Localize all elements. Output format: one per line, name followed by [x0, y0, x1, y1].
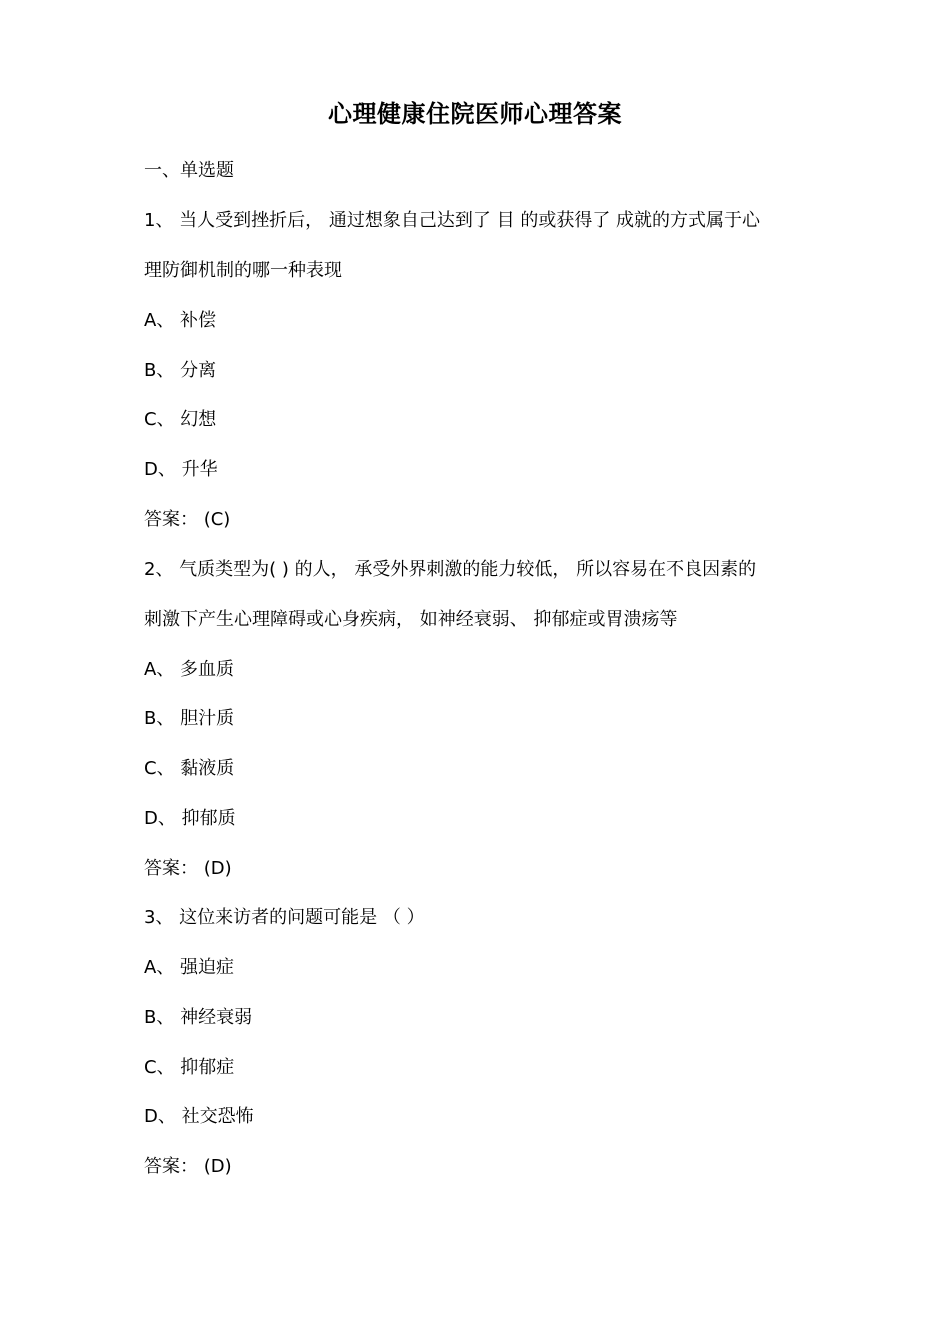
question-1-option-c: C、 幻想	[144, 409, 217, 430]
question-2-option-c: C、 黏液质	[144, 758, 235, 779]
question-1-stem-line-1: 1、 当人受到挫折后， 通过想象自己达到了 目 的或获得了 成就的方式属于心	[144, 210, 761, 231]
question-2-option-a: A、 多血质	[144, 659, 235, 680]
section-heading: 一、单选题	[144, 160, 234, 181]
question-1-option-b: B、 分离	[144, 360, 217, 381]
question-2-option-d: D、 抑郁质	[144, 808, 236, 829]
question-3-stem-line-1: 3、 这位来访者的问题可能是 （ ）	[144, 907, 425, 928]
question-3-option-a: A、 强迫症	[144, 957, 235, 978]
question-2-option-b: B、 胆汁质	[144, 708, 235, 729]
question-2-stem-line-1: 2、 气质类型为( ) 的人， 承受外界刺激的能力较低， 所以容易在不良因素的	[144, 559, 757, 580]
question-1-answer: 答案： (C)	[144, 509, 231, 530]
question-3-answer: 答案： (D)	[144, 1156, 232, 1177]
question-3-option-b: B、 神经衰弱	[144, 1007, 253, 1028]
question-2-answer: 答案： (D)	[144, 858, 232, 879]
question-2-stem-line-2: 刺激下产生心理障碍或心身疾病， 如神经衰弱、 抑郁症或胃溃疡等	[144, 609, 678, 630]
question-1-stem-line-2: 理防御机制的哪一种表现	[144, 260, 342, 281]
question-1-option-a: A、 补偿	[144, 310, 217, 331]
document-title: 心理健康住院医师心理答案	[328, 100, 622, 128]
question-3-option-c: C、 抑郁症	[144, 1057, 235, 1078]
question-3-option-d: D、 社交恐怖	[144, 1106, 254, 1127]
question-1-option-d: D、 升华	[144, 459, 218, 480]
